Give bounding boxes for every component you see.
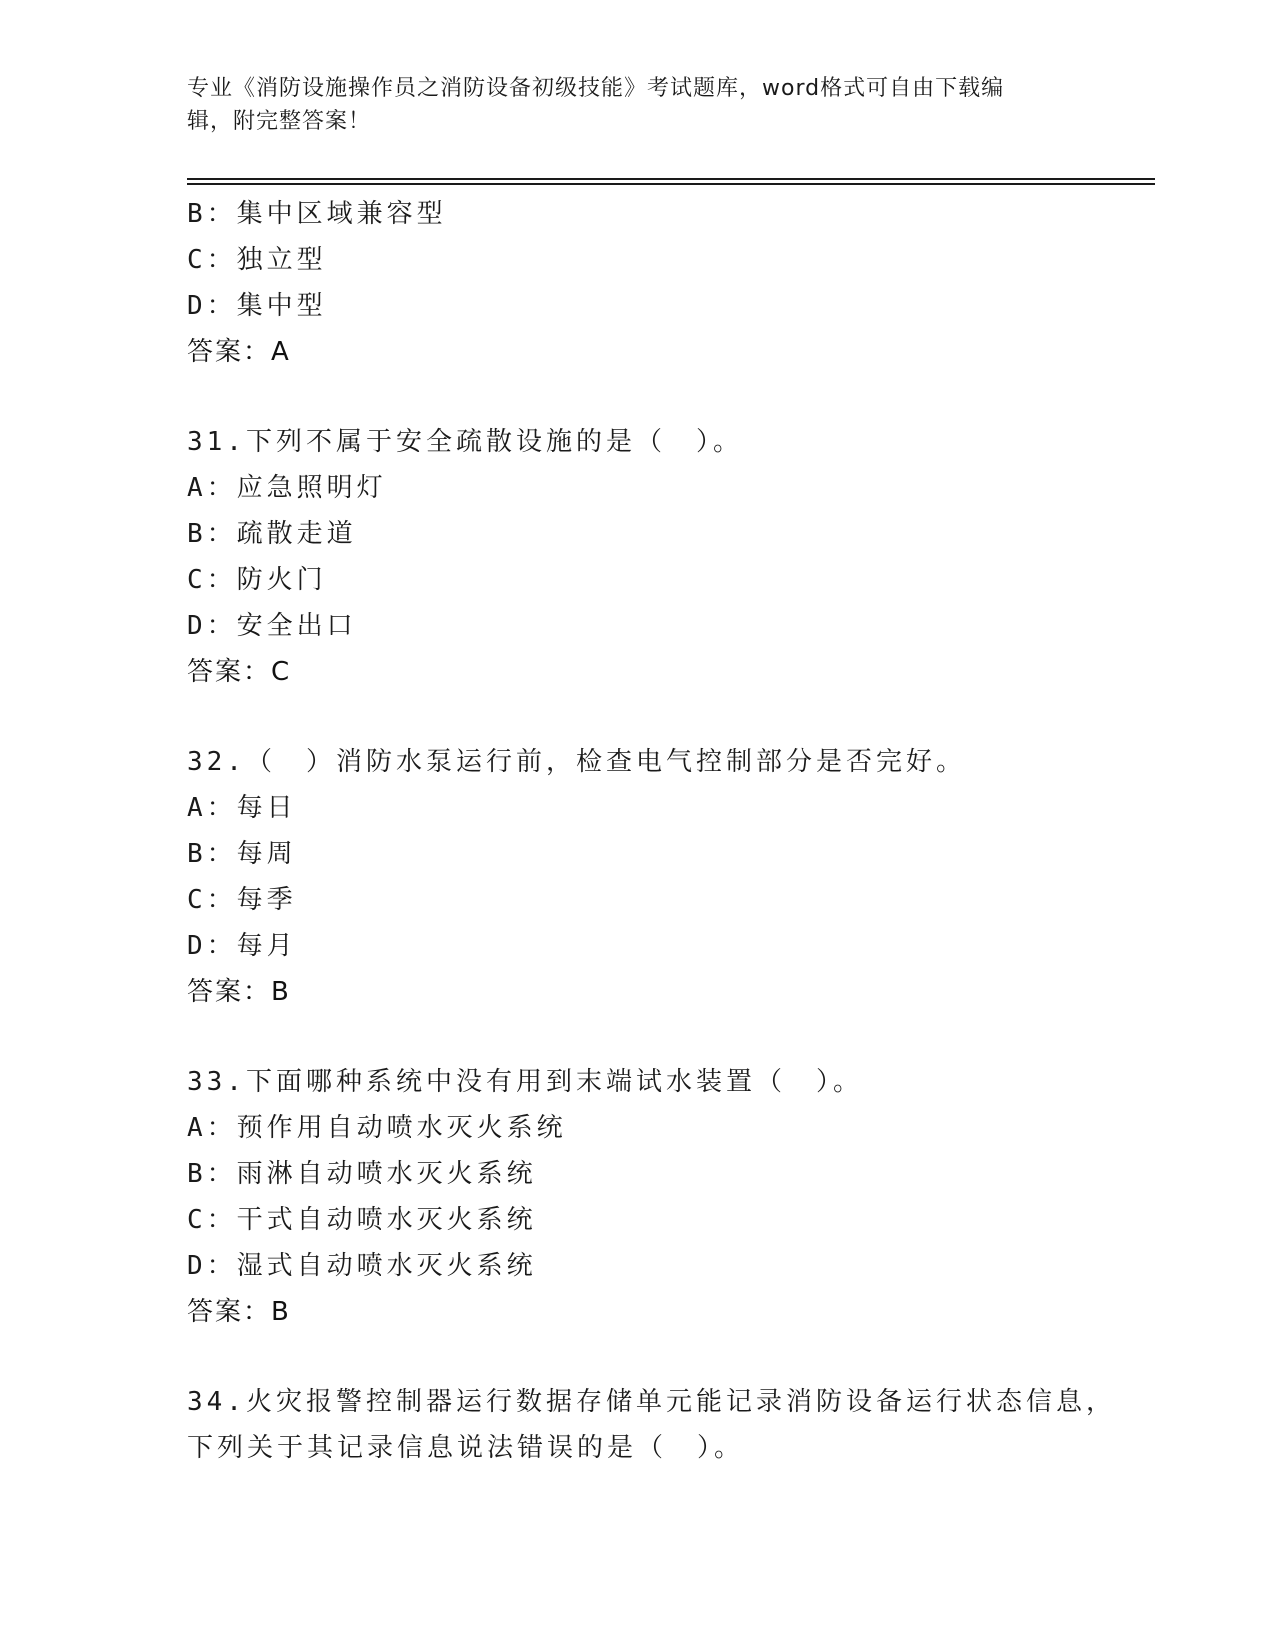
question-text: 31.下列不属于安全疏散设施的是（ ）。 <box>187 427 743 457</box>
question-text-line-1: 34.火灾报警控制器运行数据存储单元能记录消防设备运行状态信息， <box>187 1387 1116 1417</box>
document-header <box>187 72 1067 138</box>
option-d: D：湿式自动喷水灭火系统 <box>187 1251 537 1281</box>
answer: 答案：C <box>187 657 292 687</box>
option-b: B：每周 <box>187 839 297 869</box>
option-c: C：每季 <box>187 885 297 915</box>
question-text-line-2: 下列关于其记录信息说法错误的是（ ）。 <box>187 1433 745 1463</box>
header-divider-top <box>187 178 1155 180</box>
option-d: D：每月 <box>187 931 297 961</box>
option-a: A：预作用自动喷水灭火系统 <box>187 1113 567 1143</box>
header-line-2: 辑，附完整答案！ <box>187 109 372 134</box>
question-text: 33.下面哪种系统中没有用到末端试水装置（ ）。 <box>187 1067 863 1097</box>
question-33 <box>187 1059 1087 1335</box>
question-30-tail <box>187 191 1087 375</box>
option-c: C：防火门 <box>187 565 327 595</box>
option-b: B：雨淋自动喷水灭火系统 <box>187 1159 537 1189</box>
header-divider-bottom <box>187 183 1155 185</box>
option-d: D：安全出口 <box>187 611 357 641</box>
option-b: B：疏散走道 <box>187 519 357 549</box>
answer: 答案：A <box>187 337 291 367</box>
option-d: D：集中型 <box>187 291 327 321</box>
question-31 <box>187 419 1087 695</box>
option-c: C：干式自动喷水灭火系统 <box>187 1205 537 1235</box>
option-c: C：独立型 <box>187 245 327 275</box>
question-list <box>187 191 1116 1471</box>
header-line-1: 专业《消防设施操作员之消防设备初级技能》考试题库，word格式可自由下载编 <box>187 76 1005 101</box>
option-a: A：每日 <box>187 793 297 823</box>
answer: 答案：B <box>187 977 291 1007</box>
question-text: 32.（ ）消防水泵运行前，检查电气控制部分是否完好。 <box>187 747 966 777</box>
question-34 <box>187 1379 1116 1471</box>
answer: 答案：B <box>187 1297 291 1327</box>
option-a: A：应急照明灯 <box>187 473 387 503</box>
question-32 <box>187 739 1087 1015</box>
option-b: B：集中区域兼容型 <box>187 199 447 229</box>
